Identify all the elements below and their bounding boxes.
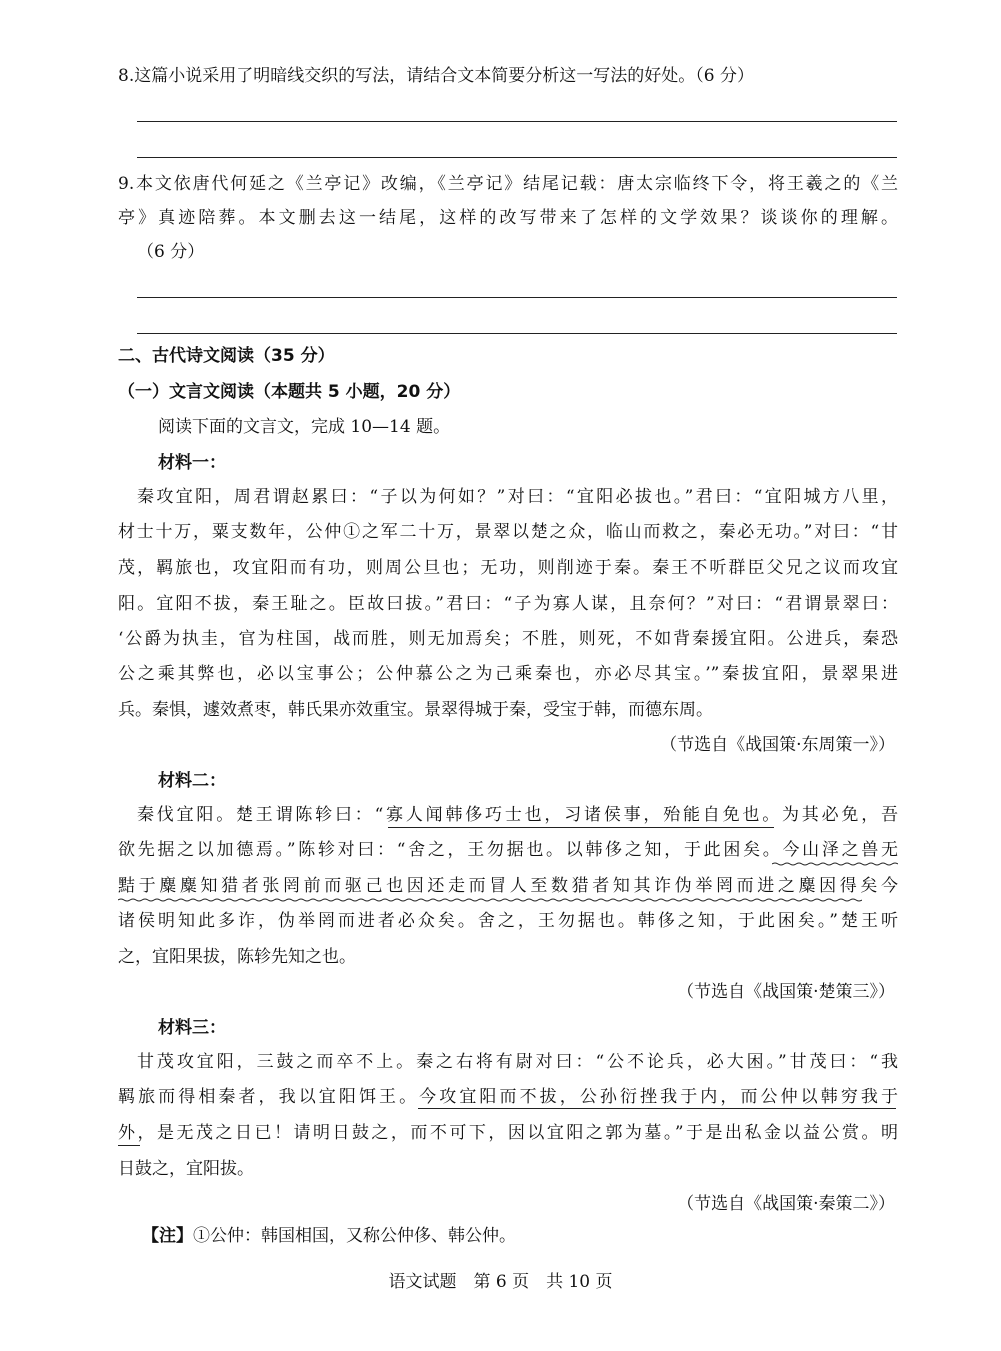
answer-line: [137, 157, 897, 158]
underline: [118, 1145, 140, 1146]
material-1-line: 秦攻宜阳，周君谓赵累曰：“子以为何如？”对曰：“宜阳必拔也。”君曰：“宜阳城方八里，: [137, 487, 898, 507]
footnote: [142, 1224, 516, 1248]
section-heading: 二、古代诗文阅读（35 分）: [118, 346, 335, 366]
material-3-title: 材料三：: [158, 1018, 226, 1038]
material-1-line: 材士十万，粟支数年，公仲①之军二十万，景翠以楚之众，临山而救之，秦必无功。”对曰：“甘: [118, 522, 898, 542]
underline: [388, 827, 774, 828]
material-2-line: 欲先据之以加德焉。”陈轸对曰：“舍之，王勿据也。以韩侈之知，于此困矣。今山泽之兽无: [118, 840, 898, 860]
question-9-line-3: （6 分）: [137, 242, 205, 262]
material-1-title: 材料一：: [158, 453, 226, 473]
material-2-line: 秦伐宜阳。楚王谓陈轸曰：“寡人闻韩侈巧士也，习诸侯事，殆能自免也。为其必免，吾: [137, 805, 898, 825]
material-1-source: （节选自《战国策·东周策一》）: [660, 735, 895, 755]
material-2-line: 诸侯明知此多诈，伪举罔而进者必众矣。舍之，王勿据也。韩侈之知，于此困矣。”楚王听: [118, 911, 898, 931]
material-3-line: 羁旅而得相秦者，我以宜阳饵王。今攻宜阳而不拔，公孙衍挫我于内，而公仲以韩穷我于: [118, 1087, 898, 1107]
material-2-line: 之，宜阳果拔，陈轸先知之也。: [118, 947, 356, 967]
wavy-underline: [118, 898, 862, 902]
footnote-text: ①公仲：韩国相国，又称公仲侈、韩公仲。: [193, 1226, 516, 1246]
question-9-line-1: 9.本文依唐代何延之《兰亭记》改编，《兰亭记》结尾记载：唐太宗临终下令，将王羲之的《兰: [118, 174, 898, 194]
answer-line: [137, 297, 897, 298]
material-1-line: 茂，羁旅也，攻宜阳而有功，则周公旦也；无功，则削迹于秦。秦王不听群臣父兄之议而攻宜: [118, 558, 898, 578]
question-9-line-2: 亭》真迹陪葬。本文删去这一结尾，这样的改写带来了怎样的文学效果？谈谈你的理解。: [118, 208, 898, 228]
subsection-heading: （一）文言文阅读（本题共 5 小题，20 分）: [118, 382, 461, 402]
instructions: 阅读下面的文言文，完成 10—14 题。: [158, 417, 451, 437]
question-8: 8.这篇小说采用了明暗线交织的写法，请结合文本简要分析这一写法的好处。（6 分）: [118, 66, 754, 86]
answer-line: [137, 333, 897, 334]
material-3-line: 甘茂攻宜阳，三鼓之而卒不上。秦之右将有尉对曰：“公不论兵，必大困。”甘茂曰：“我: [137, 1052, 898, 1072]
material-1-line: 兵。秦惧，遽效煮枣，韩氏果亦效重宝。景翠得城于秦，受宝于韩，而德东周。: [118, 700, 713, 720]
material-3-line: 外，是无茂之日已！请明日鼓之，而不可下，因以宜阳之郭为墓。”于是出私金以益公赏。明: [118, 1123, 898, 1143]
material-1-line: 阳。宜阳不拔，秦王耻之。臣故曰拔。”君曰：“子为寡人谋，且奈何？”对曰：“君谓景翠曰：: [118, 594, 898, 614]
material-2-line: 黠于麋麋知猎者张罔前而驱己也因还走而冒人至数猎者知其诈伪举罔而进之麋因得矣今: [118, 876, 898, 896]
footnote-label: 【注】: [142, 1226, 193, 1246]
wavy-underline: [772, 862, 898, 866]
page-footer: 语文试题 第 6 页 共 10 页: [388, 1272, 613, 1292]
answer-line: [137, 121, 897, 122]
material-3-source: （节选自《战国策·秦策二》）: [677, 1194, 895, 1214]
material-3-line: 日鼓之，宜阳拔。: [118, 1159, 254, 1179]
material-1-line: ‘公爵为执圭，官为柱国，战而胜，则无加焉矣；不胜，则死，不如背秦援宜阳。公进兵，秦恐: [118, 629, 898, 649]
underline: [418, 1108, 896, 1109]
material-1-line: 公之乘其弊也，必以宝事公；公仲慕公之为己乘秦也，亦必尽其宝。’”秦拔宜阳，景翠果进: [118, 664, 898, 684]
material-2-source: （节选自《战国策·楚策三》）: [677, 982, 895, 1002]
material-2-title: 材料二：: [158, 771, 226, 791]
